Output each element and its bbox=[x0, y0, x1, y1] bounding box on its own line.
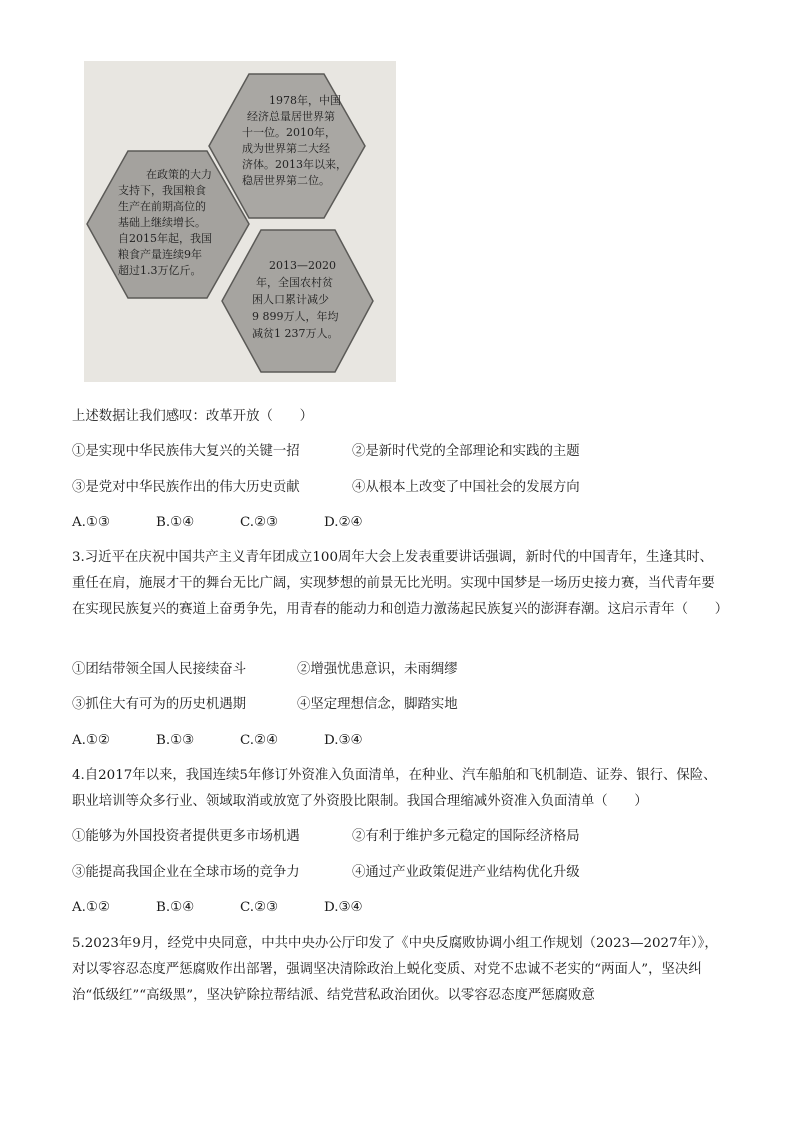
hex-left-line-1: 在政策的大力 bbox=[146, 168, 212, 181]
hexagon-diagram bbox=[84, 61, 396, 382]
q4-stem: 4.自2017年以来，我国连续5年修订外资准入负面清单，在种业、汽车船舶和飞机制造、证券、银行、保险、职业培训等众多行业、领域取消或放宽了外资股比限制。我国合理缩减外资准入负面清单（ ） bbox=[72, 768, 717, 809]
q3-choice-b[interactable]: B.①③ bbox=[156, 733, 195, 748]
q3-option-row-2 bbox=[72, 696, 458, 714]
hex-left-line-6: 粮食产量连续9年 bbox=[118, 248, 202, 261]
q2-option-1[interactable]: ①是实现中华民族伟大复兴的关键一招 bbox=[72, 444, 300, 459]
hexagon-figure bbox=[84, 61, 396, 382]
hex-top-line-6: 稳居世界第二位。 bbox=[242, 174, 330, 187]
q3-option-row-1 bbox=[72, 661, 458, 679]
q4-option-1[interactable]: ①能够为外国投资者提供更多市场机遇 bbox=[72, 829, 300, 844]
q2-option-row-1 bbox=[72, 443, 580, 461]
hex-left-line-4: 基础上继续增长。 bbox=[118, 216, 206, 229]
q3-option-3[interactable]: ③抓住大有可为的历史机遇期 bbox=[72, 697, 247, 712]
hex-top-line-5: 济体。2013年以来， bbox=[242, 158, 347, 171]
q4-option-4[interactable]: ④通过产业政策促进产业结构优化升级 bbox=[352, 865, 580, 880]
q2-choice-b[interactable]: B.①④ bbox=[156, 515, 195, 530]
q3-option-2[interactable]: ②增强忧患意识，未雨绸缪 bbox=[297, 662, 458, 677]
q2-stem: 上述数据让我们感叹：改革开放（ ） bbox=[72, 409, 314, 424]
q3-choice-a[interactable]: A.①② bbox=[72, 733, 110, 748]
hex-bottom-line-5: 减贫1 237万人。 bbox=[252, 327, 339, 340]
hex-top-line-1: 1978年，中国 bbox=[269, 94, 341, 107]
q4-option-3[interactable]: ③能提高我国企业在全球市场的竞争力 bbox=[72, 865, 300, 880]
q4-choice-b[interactable]: B.①④ bbox=[156, 900, 195, 915]
q2-choice-a[interactable]: A.①③ bbox=[72, 515, 110, 530]
q2-option-2[interactable]: ②是新时代党的全部理论和实践的主题 bbox=[352, 444, 580, 459]
hex-top-line-3: 十一位。2010年， bbox=[242, 126, 336, 139]
hex-left-line-3: 生产在前期高位的 bbox=[118, 200, 206, 213]
hex-left-line-2: 支持下，我国粮食 bbox=[118, 184, 206, 197]
hex-top-line-2: 经济总量居世界第 bbox=[247, 110, 335, 123]
hex-bottom-line-4: 9 899万人，年均 bbox=[252, 310, 339, 323]
hex-bottom-line-3: 困人口累计减少 bbox=[252, 293, 329, 306]
hex-bottom-line-1: 2013—2020 bbox=[269, 259, 336, 272]
q4-choice-d[interactable]: D.③④ bbox=[324, 900, 363, 915]
q2-option-3[interactable]: ③是党对中华民族作出的伟大历史贡献 bbox=[72, 480, 300, 495]
q3-option-1[interactable]: ①团结带领全国人民接续奋斗 bbox=[72, 662, 247, 677]
q3-stem: 3.习近平在庆祝中国共产主义青年团成立100周年大会上发表重要讲话强调，新时代的中国青年，生逢其时、重任在肩，施展才干的舞台无比广阔，实现梦想的前景无比光明。实现中国梦是一场历史接力赛，当代青年要在实现民族复兴的赛道上奋勇争先，用青春的能动力和创造力激荡起民族复兴的澎湃春潮。这启示青年（ ） bbox=[72, 550, 729, 617]
q3-option-4[interactable]: ④坚定理想信念，脚踏实地 bbox=[297, 697, 458, 712]
q4-option-row-1 bbox=[72, 828, 580, 846]
hex-left-line-7: 超过1.3万亿斤。 bbox=[118, 264, 202, 277]
q2-choice-d[interactable]: D.②④ bbox=[324, 515, 363, 530]
hex-bottom-line-2: 年，全国农村贫 bbox=[256, 276, 333, 289]
hex-left-line-5: 自2015年起，我国 bbox=[118, 232, 212, 245]
q2-option-row-2 bbox=[72, 479, 580, 497]
hex-top-line-4: 成为世界第二大经 bbox=[242, 142, 330, 155]
q3-choice-c[interactable]: C.②④ bbox=[240, 733, 279, 748]
q4-option-row-2 bbox=[72, 864, 580, 882]
q2-choice-c[interactable]: C.②③ bbox=[240, 515, 279, 530]
q2-option-4[interactable]: ④从根本上改变了中国社会的发展方向 bbox=[352, 480, 580, 495]
q3-choice-d[interactable]: D.③④ bbox=[324, 733, 363, 748]
q5-stem: 5.2023年9月，经党中央同意，中共中央办公厅印发了《中央反腐败协调小组工作规划（2023—2027年）》，对以零容忍态度严惩腐败作出部署，强调坚决清除政治上蜕化变质、对党不忠诚不老实的“两面人”，坚决纠治“低级红”“高级黑”，坚决铲除拉帮结派、结党营私政治团伙。以零容忍态度严惩腐败意 bbox=[72, 936, 718, 1003]
q4-option-2[interactable]: ②有利于维护多元稳定的国际经济格局 bbox=[352, 829, 580, 844]
q4-choice-a[interactable]: A.①② bbox=[72, 900, 110, 915]
q4-choice-c[interactable]: C.②③ bbox=[240, 900, 279, 915]
